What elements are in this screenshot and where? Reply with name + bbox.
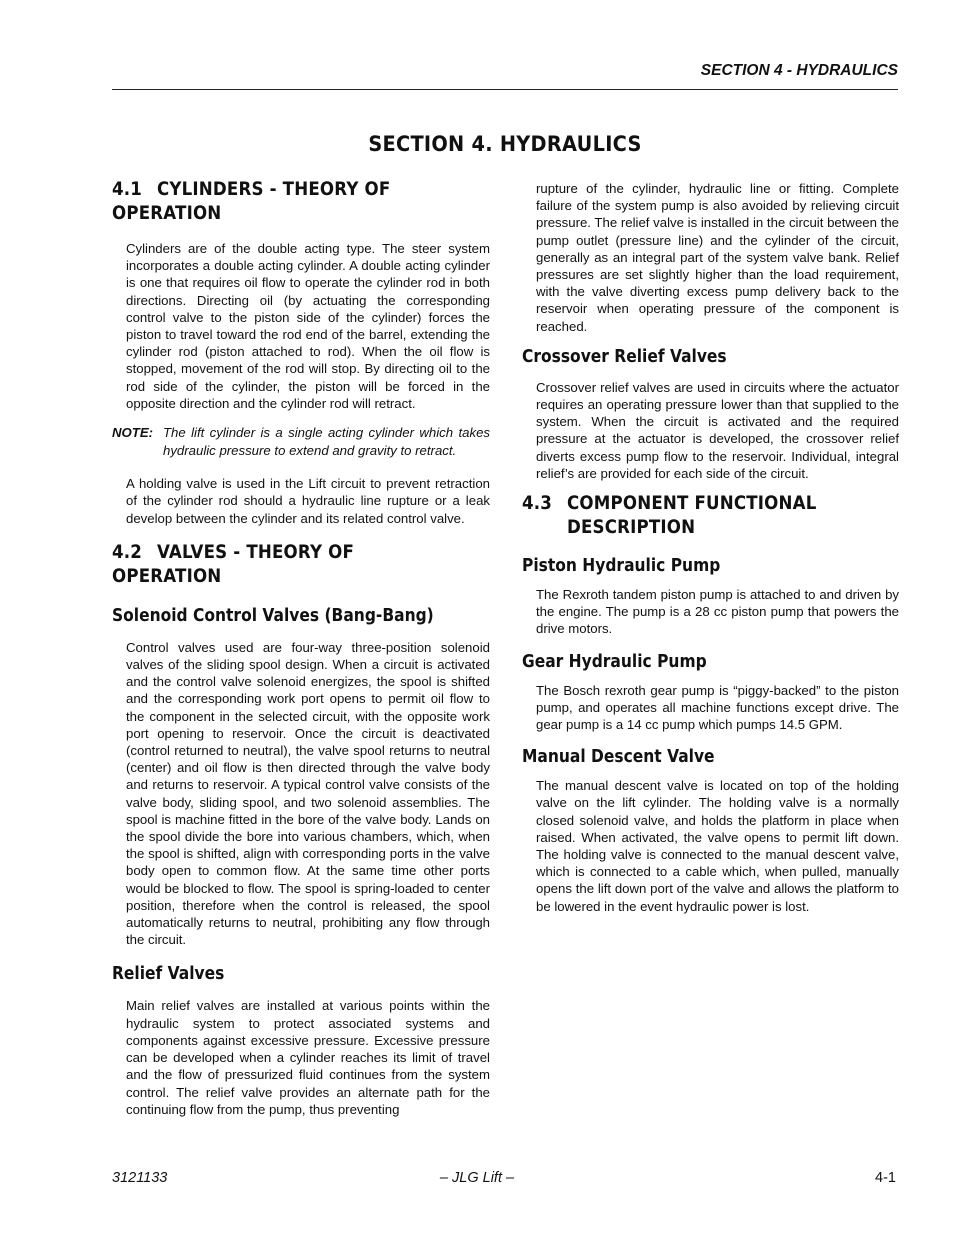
right-column <box>522 180 899 915</box>
header-rule <box>112 89 898 90</box>
left-column <box>112 178 490 1118</box>
section-4-1-heading <box>112 178 452 226</box>
relief-valves-paragraph-continued: rupture of the cylinder, hydraulic line or fitting. Complete failure of the system pump is also avoided by relieving circuit pressure. The relief valve is installed in the circuit between the pump outlet (pressure line) and the cylinder of the circuit, generally as an integral part of the system valve bank. Relief pressures are set slightly higher than the load requirement, with the valve diverting excess pump delivery back to the reservoir when operating pressure of the component is reached. <box>536 181 899 334</box>
footer-page-number: 4-1 <box>875 1170 896 1186</box>
piston-pump-paragraph: The Rexroth tandem piston pump is attached to and driven by the engine. The pump is a 28 cc piston pump that powers the drive motors. <box>536 587 899 637</box>
section-title: CYLINDERS - THEORY OF OPERATION <box>112 179 391 224</box>
manual-descent-paragraph: The manual descent valve is located on top of the holding valve on the lift cylinder. The holding valve is a normally closed solenoid valve, and holds the platform in place when raised. When activated, the valve opens to permit lift down. The holding valve is connected to the manual descent valve, which is connected to a cable which, when pulled, manually opens the lift down port of the valve and allows the platform to be lowered in the event hydraulic power is lost. <box>536 778 899 914</box>
note-block <box>112 424 490 459</box>
crossover-relief-paragraph: Crossover relief valves are used in circuits where the actuator requires an operating pressure lower than that supplied to the system. When the circuit is activated and the required pressure at the actuator is developed, the crossover relief diverts excess pump flow to the reservoir. Individual, integral relief’s are provided for each side of the circuit. <box>536 379 899 481</box>
footer-doc-number: 3121133 <box>112 1170 168 1186</box>
section-number: 4.3 <box>522 493 553 515</box>
running-header: SECTION 4 - HYDRAULICS <box>700 62 898 79</box>
solenoid-valves-heading: Solenoid Control Valves (Bang-Bang) <box>112 604 434 626</box>
section-number: 4.1 <box>112 179 143 200</box>
section-4-3-heading <box>522 492 861 540</box>
gear-pump-heading: Gear Hydraulic Pump <box>522 650 707 672</box>
crossover-relief-heading: Crossover Relief Valves <box>522 345 727 367</box>
solenoid-valves-paragraph: Control valves used are four-way three-position solenoid valves of the sliding spool design. When a circuit is activated and the control valve solenoid energizes, the spool is shifted and the corresponding work port opens to permit oil flow to the component in the selected circuit, with the opposite work port opening to reservoir. Once the circuit is deactivated (control returned to neutral), the valve spool returns to neutral (center) and oil flow is then directed through the valve body and returns to reservoir. A typical control valve consists of the valve body, sliding spool, and two solenoid assemblies. The spool is machine fitted in the bore of the valve body. Lands on the spool divide the bore into various chambers, which, when the spool is shifted, align with corresponding ports in the valve body open to common flow. At the same time other ports would be blocked to flow. The spool is spring-loaded to center position, therefore when the control is released, the spool automatically returns to neutral, prohibiting any flow through the circuit. <box>126 639 490 948</box>
page-title: SECTION 4. HYDRAULICS <box>368 132 642 156</box>
gear-pump-paragraph: The Bosch rexroth gear pump is “piggy-backed” to the piston pump, and operates all machine functions except drive. The gear pump is a 14 cc pump which pumps 14.5 GPM. <box>536 682 899 733</box>
section-4-2-heading <box>112 541 452 589</box>
relief-valves-paragraph: Main relief valves are installed at various points within the hydraulic system to protect associated systems and components against excessive pressure. Excessive pressure can be developed when a cylinder reaches its limit of travel and the flow of pressurized fluid continues from the system control. The relief valve provides an alternate path for the continuing flow from the pump, thus preventing <box>126 998 490 1117</box>
section-title: COMPONENT FUNCTIONAL DESCRIPTION <box>567 493 817 539</box>
relief-valves-heading: Relief Valves <box>112 963 225 985</box>
manual-descent-heading: Manual Descent Valve <box>522 746 715 768</box>
section-number: 4.2 <box>112 541 143 563</box>
note-text: The lift cylinder is a single acting cylinder which takes hydraulic pressure to extend and gravity to retract. <box>163 425 490 458</box>
section-title: VALVES - THEORY OF OPERATION <box>112 541 355 587</box>
footer-brand: – JLG Lift – <box>439 1170 515 1186</box>
note-label: NOTE: <box>112 425 154 441</box>
piston-pump-heading: Piston Hydraulic Pump <box>522 555 721 577</box>
cylinders-paragraph: Cylinders are of the double acting type. The steer system incorporates a double acting cylinder. A double acting cylinder is one that requires oil flow to operate the cylinder rod in both directions. Directing oil (by actuating the corresponding control valve to the piston side of the cylinder) forces the piston to travel toward the rod end of the barrel, extending the cylinder rod (piston attached to rod). When the oil flow is stopped, movement of the rod will stop. By directing oil to the rod side of the cylinder, the piston will be forced in the opposite direction and the cylinder rod will retract. <box>126 241 490 411</box>
holding-valve-paragraph: A holding valve is used in the Lift circuit to prevent retraction of the cylinder rod should a hydraulic line rupture or a leak develop between the cylinder and its related control valve. <box>126 476 490 526</box>
